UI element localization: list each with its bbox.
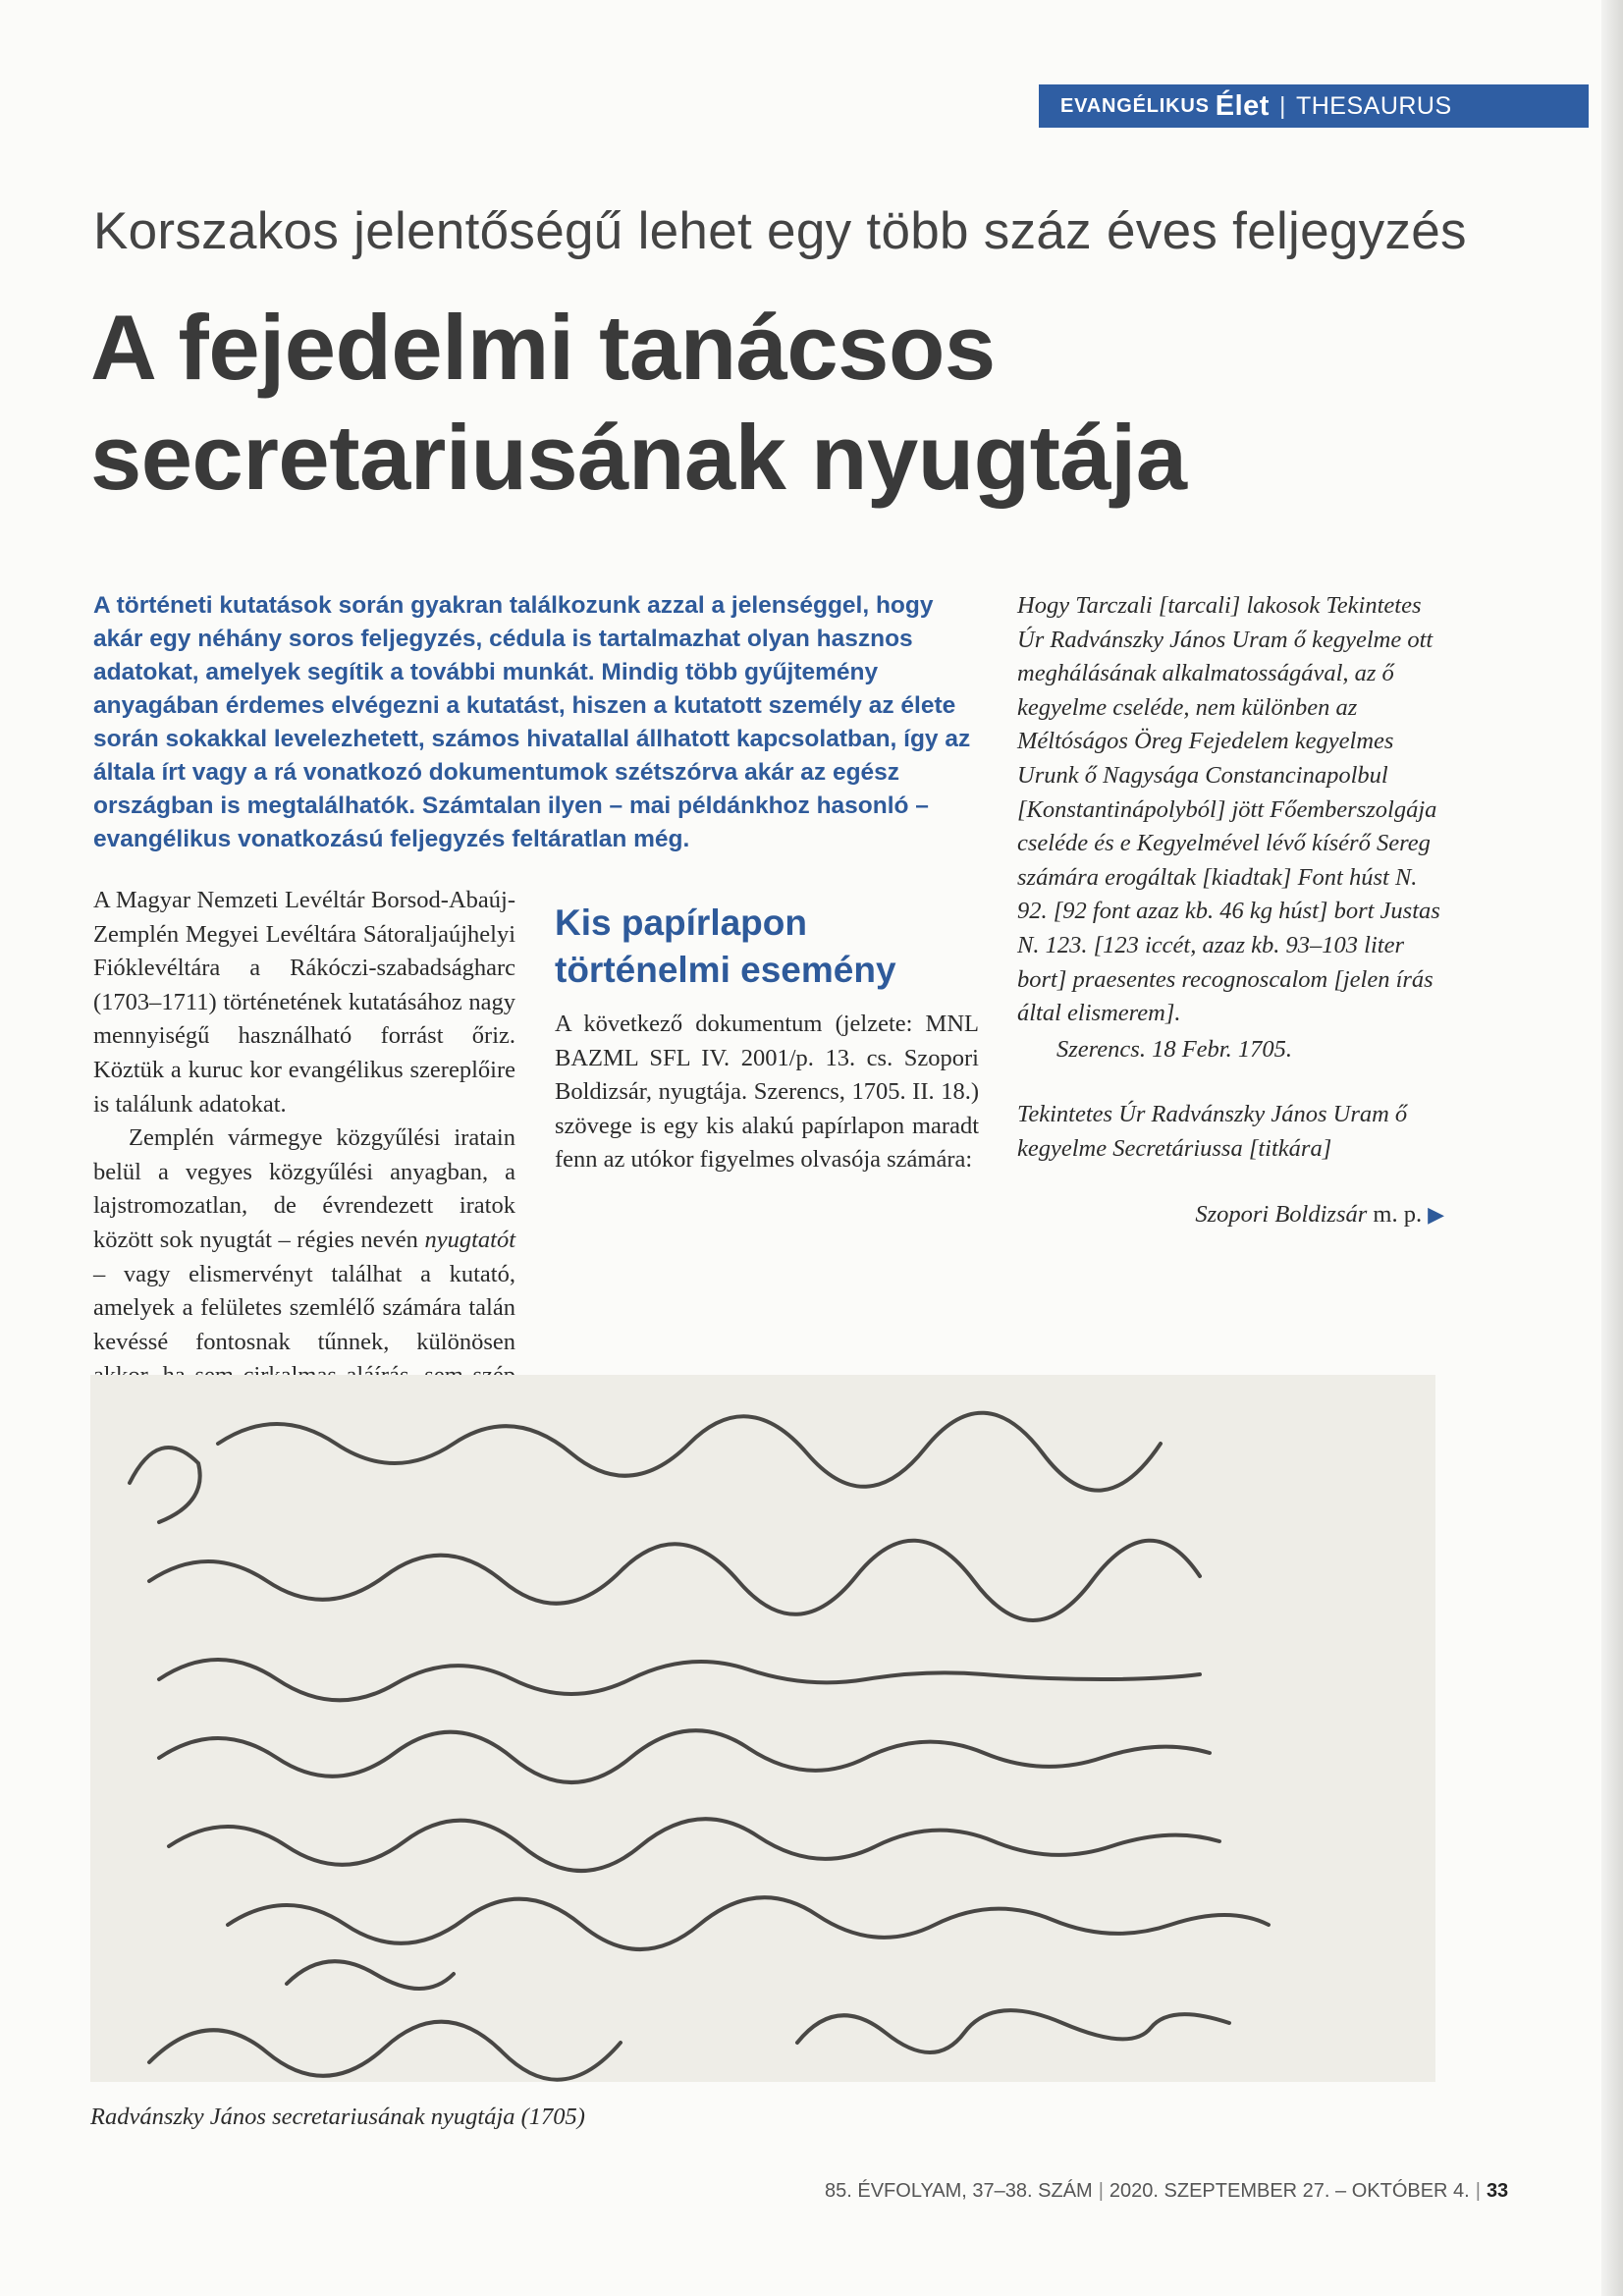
transcription-signature: Szopori Boldizsár m. p. ▶ xyxy=(1195,1200,1444,1228)
magazine-header-bar xyxy=(1039,84,1589,128)
page-edge xyxy=(1601,0,1623,2296)
title-line-2: secretariusának nyugtája xyxy=(90,406,1187,509)
signature-mark: m. p. xyxy=(1373,1200,1423,1228)
transcription-date: Szerencs. 18 Febr. 1705. xyxy=(1056,1035,1292,1063)
issue-volume: 85. ÉVFOLYAM, 37–38. SZÁM xyxy=(825,2180,1093,2202)
title-line-1: A fejedelmi tanácsos xyxy=(90,296,996,399)
transcription-text: Hogy Tarczali [tarcali] lakosok Tekintetes Úr Radvánszky János Uram ő kegyelme ott meghálásának alkalmatosságával, az ő kegyelme cseléde, nem különben az Méltóságos Öreg Fejedelem kegyelmes Urunk ő Nagysága Constancinapolbul [Konstantinápolyból] jött Főemberszolgája cseléde és e Kegyelmével lévő kísérő Sereg számára erogáltak [kiadtak] Font húst N. 92. [92 font azaz kb. 46 kg húst] bort Justas N. 123. [123 iccét, azaz kb. 93–103 liter bort] praesentes recognoscalom [jelen írás által elismerem]. xyxy=(1017,592,1440,1027)
section-name: THESAURUS xyxy=(1295,91,1452,120)
body-column-2 xyxy=(555,884,979,1177)
handwritten-receipt-image xyxy=(90,1375,1435,2082)
continue-arrow-icon: ▶ xyxy=(1428,1201,1444,1227)
issue-date-range: 2020. SZEPTEMBER 27. – OKTÓBER 4. xyxy=(1109,2180,1470,2202)
article-kicker: Korszakos jelentőségű lehet egy több száz éves feljegyzés xyxy=(93,202,1467,260)
article-lead: A történeti kutatások során gyakran találkozunk azzal a jelenséggel, hogy akár egy néhány soros feljegyzés, cédula is tartalmazhat olyan hasznos adatokat, amelyek segítik a további munkát. Mindig több gyűjtemény anyagában érdemes elvégezni a kutatást, hiszen a kutatott személy az élete során sokakkal levelezhetett, számos hivatallal állhatott kapcsolatban, így az általa írt vagy a rá vonatkozó dokumentumok szétszórva akár az egész országban is megtalálhatók. Számtalan ilyen – mai példánkhoz hasonló – evangélikus vonatkozású feljegyzés feltáratlan még. xyxy=(93,592,971,852)
brand-small: EVANGÉLIKUS xyxy=(1060,94,1210,117)
body-paragraph-3: A következő dokumentum (jelzete: MNL BAZML SFL IV. 2001/p. 13. cs. Szopori Boldizsár, nyugtája. Szerencs, 1705. II. 18.) szövege is egy kis alakú papírlapon maradt fenn az utókor figyelmes olvasója számára: xyxy=(555,1011,979,1174)
emphasis-term: nyugtatót xyxy=(424,1226,515,1253)
transcription-closing: Tekintetes Úr Radvánszky János Uram ő kegyelme Secretáriussa [titkára] xyxy=(1017,1101,1408,1162)
image-caption: Radvánszky János secretariusának nyugtája (1705) xyxy=(90,2104,585,2130)
brand-big: Élet xyxy=(1215,89,1270,122)
body-paragraph-2: Zemplén vármegye közgyűlési iratain belül a vegyes közgyűlési anyagban, a lajstromozatlan, de évrendezett iratok között sok nyugtát – régies nevén nyugtatót – vagy elismervényt találhat a kutató, amelyek a felületes szemlélő számára talán kevéssé fontosnak tűnnek, különösen xyxy=(93,1124,515,1355)
article-title xyxy=(90,293,1465,513)
page-number: 33 xyxy=(1486,2180,1509,2202)
manuscript-scribble-icon xyxy=(90,1375,1435,2082)
header-separator: | xyxy=(1278,91,1286,120)
page-footer: 85. ÉVFOLYAM, 37–38. SZÁM | 2020. SZEPTEMBER 27. – OKTÓBER 4. | 33 xyxy=(825,2180,1509,2202)
body-paragraph-1: A Magyar Nemzeti Levéltár Borsod-Abaúj-Zemplén Megyei Levéltára Sátoraljaújhelyi Fióklevéltára a Rákóczi-szabadságharc (1703–1711) történetének kutatásához nagy mennyiségű használható forrást őriz. Köztük a kuruc kor evangélikus szereplőire is találunk adatokat. xyxy=(93,887,515,1118)
document-transcription xyxy=(1017,589,1444,1231)
section-subhead: Kis papírlapon történelmi esemény xyxy=(555,902,896,990)
